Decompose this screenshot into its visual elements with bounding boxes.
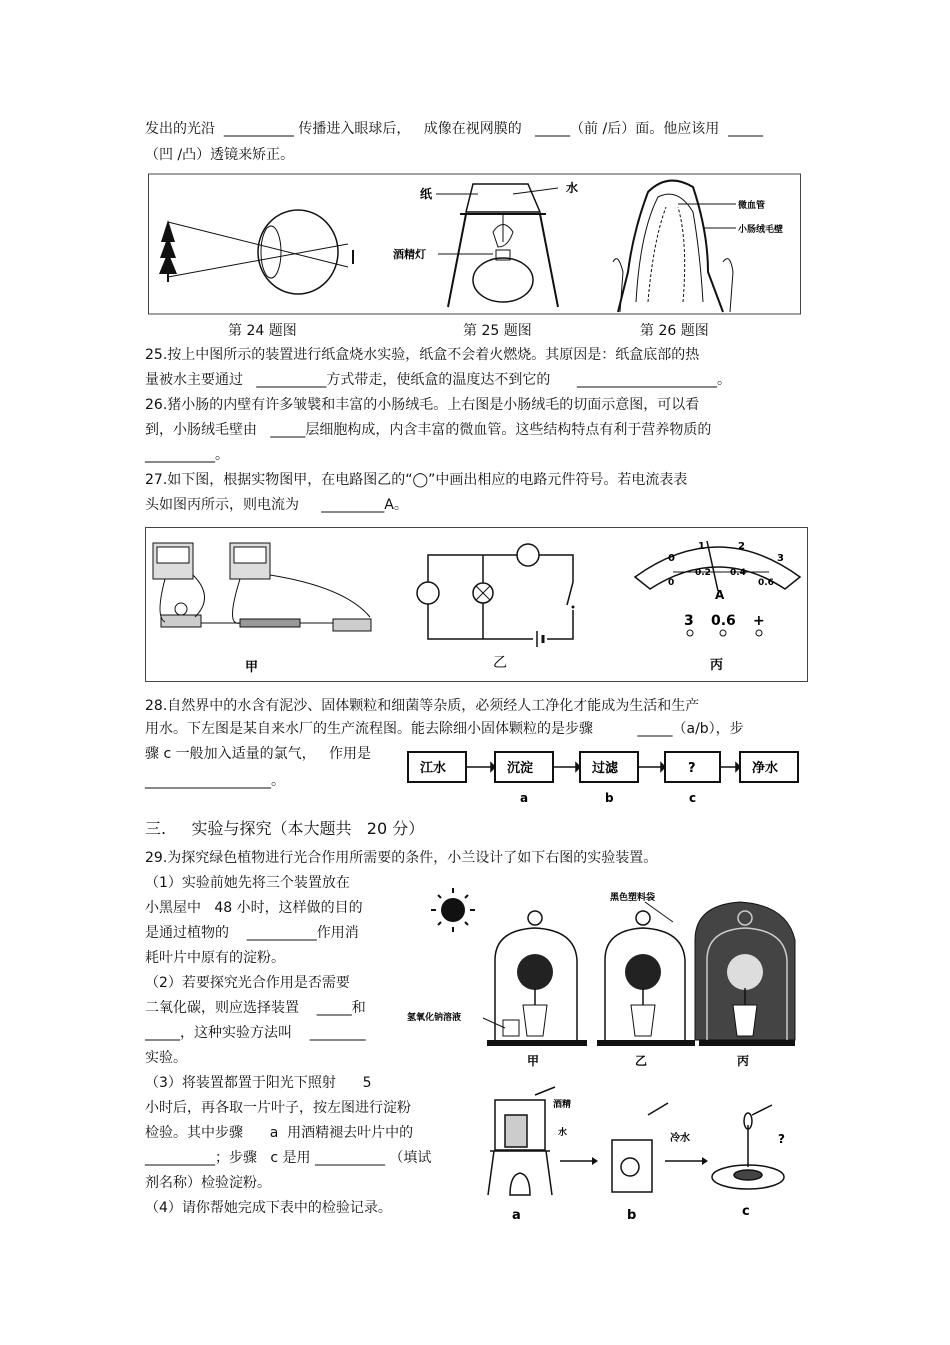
q26-line1: 26.猪小肠的内壁有许多皱襞和丰富的小肠绒毛。上右图是小肠绒毛的切面示意图，可以看 <box>145 397 700 413</box>
water-flow-chart <box>405 748 805 808</box>
flow-box-5: 净水 <box>752 761 779 776</box>
flow-box-4: ? <box>688 761 696 776</box>
q29-intro: 29.为探究绿色植物进行光合作用所需要的条件，小兰设计了如下右图的实验装置。 <box>145 850 658 866</box>
starch-test-figure <box>480 1085 805 1225</box>
svg-text:2: 2 <box>738 541 745 552</box>
label-jar-yi: 乙 <box>635 1054 648 1068</box>
label-step-a: a <box>512 1208 521 1223</box>
label-paper: 纸 <box>420 187 433 201</box>
q29-p1-line: 小黑屋中 48 小时，这样做的目的 <box>145 900 363 916</box>
label-jia: 甲 <box>245 660 259 675</box>
q25-line2: 量被水主要通过 __________方式带走，使纸盒的温度达不到它的 ____________________。 <box>145 372 732 388</box>
q28-line3: 骤 c 一般加入适量的氯气， 作用是 <box>145 746 371 762</box>
q29-p3-line: 小时后，再各取一片叶子，按左图进行淀粉 <box>145 1100 411 1116</box>
bell-jar-figure <box>395 880 805 1070</box>
svg-text:+: + <box>753 613 765 629</box>
svg-text:0: 0 <box>668 578 675 588</box>
q27-line2: 头如图丙所示，则电流为 _________A。 <box>145 497 408 513</box>
flow-box-2: 沉淀 <box>507 761 534 776</box>
label-step-b: b <box>627 1208 637 1223</box>
svg-text:0.4: 0.4 <box>730 568 746 578</box>
label-yi: 乙 <box>493 655 507 671</box>
label-naoh: 氢氧化钠溶液 <box>407 1013 462 1023</box>
label-step-c: c <box>742 1204 750 1219</box>
q28-line2: 用水。下左图是某自来水厂的生产流程图。能去除细小固体颗粒的是步骤 _____（a/b），步 <box>145 721 744 737</box>
q29-p3-line: 检验。其中步骤 a 用酒精褪去叶片中的 <box>145 1125 414 1141</box>
q29-p2-line: _____，这种实验方法叫 ________ <box>145 1025 366 1041</box>
label-alcohol: 酒精 <box>553 1100 572 1110</box>
q29-p3-line: （3）将装置都置于阳光下照射 5 <box>145 1075 372 1091</box>
label-water-a: 水 <box>558 1128 568 1138</box>
label-lamp: 酒精灯 <box>393 248 426 261</box>
q25-line1: 25.按上中图所示的装置进行纸盒烧水实验，纸盒不会着火燃烧。其原因是：纸盒底部的热 <box>145 347 700 363</box>
q29-p2-line: （2）若要探究光合作用是否需要 <box>145 975 350 991</box>
label-cold-water: 冷水 <box>670 1133 690 1144</box>
q29-p1-line: 是通过植物的 __________作用消 <box>145 925 359 941</box>
svg-text:3: 3 <box>777 553 784 564</box>
svg-text:0.6: 0.6 <box>711 613 736 629</box>
label-bing: 丙 <box>710 658 724 673</box>
fig24-caption: 第 24 题图 <box>228 323 297 339</box>
flow-step-a: a <box>520 791 529 805</box>
q28-line4: __________________。 <box>145 773 285 789</box>
flow-box-1: 江水 <box>420 761 447 776</box>
svg-text:3: 3 <box>684 613 694 629</box>
q28-line1: 28.自然界中的水含有泥沙、固体颗粒和细菌等杂质，必须经人工净化才能成为生活和生产 <box>145 698 700 714</box>
q29-p1-line: （1）实验前她先将三个装置放在 <box>145 875 350 891</box>
q29-p2-line: 实验。 <box>145 1050 187 1066</box>
q29-p3-line: 剂名称）检验淀粉。 <box>145 1175 271 1191</box>
svg-text:0.2: 0.2 <box>695 568 711 578</box>
svg-text:A: A <box>715 588 725 602</box>
svg-text:0.6: 0.6 <box>758 578 774 588</box>
flow-box-3: 过滤 <box>592 761 619 776</box>
q29-p1-line: 耗叶片中原有的淀粉。 <box>145 950 285 966</box>
q29-p2-line: 二氧化碳，则应选择装置 _____和 <box>145 1000 366 1016</box>
label-villus-wall: 小肠绒毛壁 <box>738 225 784 235</box>
q24-line1: 发出的光沿 __________ 传播进入眼球后， 成像在视网膜的 _____（前 /后）面。他应该用 _____ <box>145 121 764 137</box>
label-jar-jia: 甲 <box>527 1054 540 1068</box>
label-capillary: 微血管 <box>738 201 766 211</box>
q29-p4: （4）请你帮她完成下表中的检验记录。 <box>145 1200 392 1216</box>
figures-24-26 <box>148 172 803 317</box>
circuit-figures <box>145 527 810 683</box>
label-black-bag: 黑色塑料袋 <box>610 893 656 903</box>
q24-line2: （凹 /凸）透镜来矫正。 <box>145 147 295 163</box>
fig25-caption: 第 25 题图 <box>463 323 532 339</box>
sun-icon <box>441 898 465 922</box>
flow-step-b: b <box>605 791 614 805</box>
label-water: 水 <box>566 181 579 195</box>
fig26-caption: 第 26 题图 <box>640 323 709 339</box>
q27-line1: 27.如下图，根据实物图甲，在电路图乙的“◯”中画出相应的电路元件符号。若电流表表 <box>145 472 688 488</box>
q26-line3: __________。 <box>145 447 229 463</box>
svg-text:0: 0 <box>668 553 675 564</box>
q26-line2: 到，小肠绒毛壁由 _____层细胞构成，内含丰富的微血管。这些结构特点有利于营养物质的 <box>145 422 712 438</box>
label-question: ? <box>778 1132 785 1146</box>
label-jar-bing: 丙 <box>737 1054 750 1068</box>
q29-p3-line: __________；步骤 c 是用 __________ （填试 <box>145 1150 432 1166</box>
svg-text:1: 1 <box>698 541 705 552</box>
section-3-heading: 三. 实验与探究（本大题共 20 分） <box>145 819 425 838</box>
flow-step-c: c <box>689 791 697 805</box>
